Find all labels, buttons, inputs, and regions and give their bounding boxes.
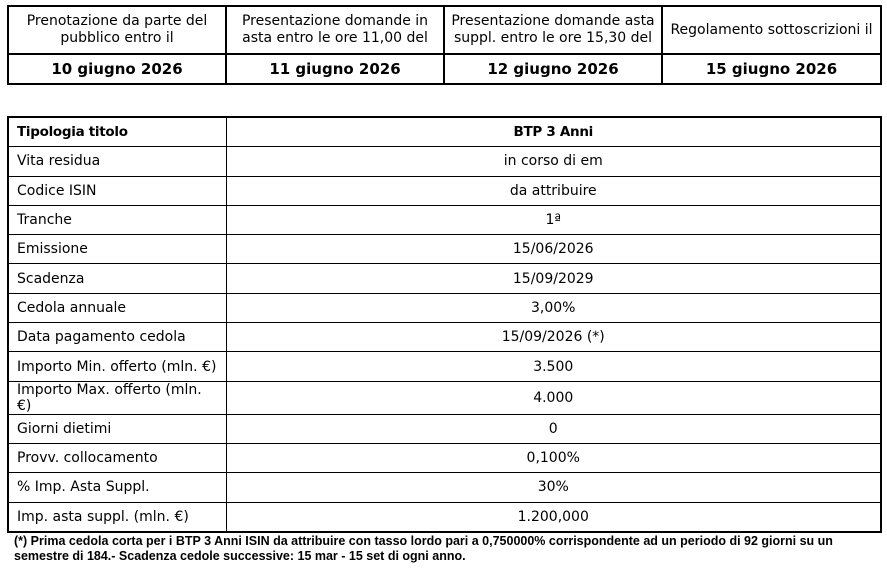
row-label: Vita residua	[8, 147, 226, 176]
row-label: Importo Max. offerto (mln. €)	[8, 381, 226, 414]
row-value: da attribuire	[226, 176, 881, 205]
footnote: (*) Prima cedola corta per i BTP 3 Anni ISIN da attribuire con tasso lordo pari a 0,750000% corrispondente ad un periodo di 92 giorni su un semestre di 184.- Scadenza cedole successive: 15 mar - 15 set di ogni anno.	[14, 534, 833, 563]
row-value: 30%	[226, 473, 881, 502]
row-label: Scadenza	[8, 264, 226, 293]
table-row	[8, 352, 881, 381]
row-value: 1ª	[226, 205, 881, 234]
row-label: Importo Min. offerto (mln. €)	[8, 352, 226, 381]
row-label: Provv. collocamento	[8, 443, 226, 472]
table-row	[8, 473, 881, 502]
table-row	[8, 443, 881, 472]
bond-details-table	[7, 116, 882, 533]
row-label: Imp. asta suppl. (mln. €)	[8, 502, 226, 532]
bond-type-value: BTP 3 Anni	[226, 117, 881, 147]
row-value: 4.000	[226, 381, 881, 414]
row-value: 3,00%	[226, 293, 881, 322]
row-label: Codice ISIN	[8, 176, 226, 205]
table-row	[8, 381, 881, 414]
schedule-header-settlement: Regolamento sottoscrizioni il	[662, 6, 881, 54]
table-row	[8, 414, 881, 443]
schedule-header-auction-bids: Presentazione domande in asta entro le ore 11,00 del	[226, 6, 444, 54]
row-value: 3.500	[226, 352, 881, 381]
row-label: Data pagamento cedola	[8, 323, 226, 352]
table-row	[8, 235, 881, 264]
row-label: Giorni dietimi	[8, 414, 226, 443]
row-label: % Imp. Asta Suppl.	[8, 473, 226, 502]
row-value: 15/09/2026 (*)	[226, 323, 881, 352]
table-row	[8, 205, 881, 234]
row-value: 0,100%	[226, 443, 881, 472]
row-value: in corso di em	[226, 147, 881, 176]
table-row	[8, 323, 881, 352]
row-label: Emissione	[8, 235, 226, 264]
schedule-date-supplementary-bids: 12 giugno 2026	[444, 54, 662, 84]
row-value: 15/09/2029	[226, 264, 881, 293]
table-row	[8, 293, 881, 322]
schedule-date-reservation: 10 giugno 2026	[8, 54, 226, 84]
schedule-date-auction-bids: 11 giugno 2026	[226, 54, 444, 84]
table-row	[8, 147, 881, 176]
table-row	[8, 502, 881, 532]
auction-schedule-table	[7, 5, 882, 85]
bond-type-label: Tipologia titolo	[8, 117, 226, 147]
schedule-date-settlement: 15 giugno 2026	[662, 54, 881, 84]
schedule-header-reservation: Prenotazione da parte del pubblico entro il	[8, 6, 226, 54]
table-row	[8, 264, 881, 293]
row-value: 0	[226, 414, 881, 443]
row-label: Cedola annuale	[8, 293, 226, 322]
table-row	[8, 176, 881, 205]
row-value: 1.200,000	[226, 502, 881, 532]
row-value: 15/06/2026	[226, 235, 881, 264]
row-label: Tranche	[8, 205, 226, 234]
schedule-header-supplementary-bids: Presentazione domande asta suppl. entro le ore 15,30 del	[444, 6, 662, 54]
table-row	[8, 117, 881, 147]
